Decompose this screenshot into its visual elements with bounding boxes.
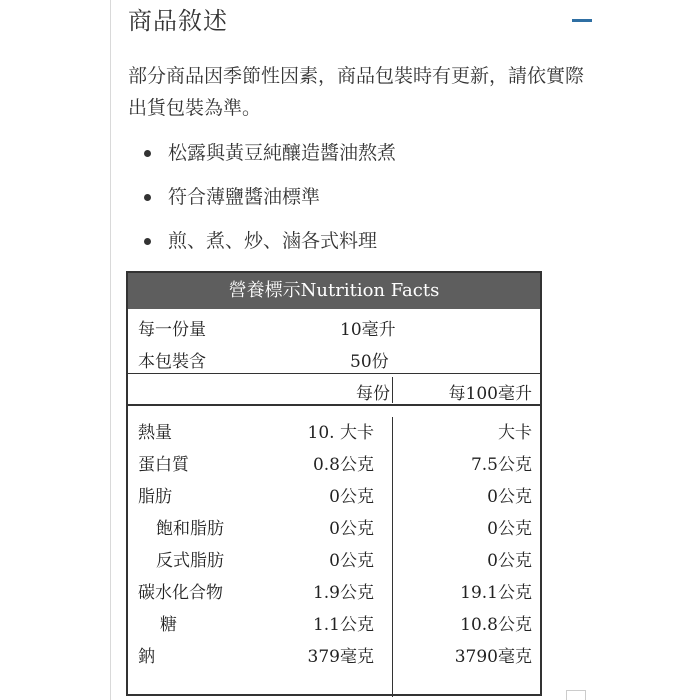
- per-serving-value: 0公克: [329, 519, 374, 539]
- table-row: [128, 572, 540, 604]
- servings-value: 50份: [350, 352, 389, 372]
- nutrient-label: 蛋白質: [138, 455, 189, 475]
- bullet-icon: [144, 150, 151, 157]
- per-serving-header: 每份: [356, 384, 390, 404]
- feature-item: [128, 134, 396, 178]
- per-100ml-value: 0公克: [487, 519, 532, 539]
- feature-item: [128, 178, 396, 222]
- nutrient-label: 飽和脂肪: [156, 519, 224, 539]
- nutrient-label: 反式脂肪: [156, 551, 224, 571]
- feature-text: 松露與黃豆純釀造醬油熬煮: [168, 142, 397, 164]
- serving-size-row: [128, 309, 540, 341]
- table-row: [128, 540, 540, 572]
- feature-text: 煎、煮、炒、滷各式料理: [168, 230, 378, 252]
- per-100ml-header: 每100毫升: [448, 384, 532, 404]
- per-serving-value: 0.8公克: [312, 455, 374, 475]
- minus-icon: [572, 19, 592, 22]
- per-serving-value: 379毫克: [307, 647, 374, 667]
- product-description: 部分商品因季節性因素，商品包裝時有更新，請依實際出貨包裝為準。: [128, 65, 585, 119]
- per-serving-value: 1.9公克: [312, 583, 374, 603]
- table-row: [128, 636, 540, 668]
- bullet-icon: [144, 238, 151, 245]
- table-row: [128, 476, 540, 508]
- column-divider: [392, 377, 393, 403]
- per-100ml-value: 7.5公克: [470, 455, 532, 475]
- collapse-toggle[interactable]: [570, 12, 594, 28]
- nutrient-label: 碳水化合物: [138, 583, 223, 603]
- feature-item: [128, 222, 396, 266]
- per-serving-value: 0公克: [329, 487, 374, 507]
- per-100ml-value: 大卡: [498, 423, 532, 443]
- nutrition-facts-header: 營養標示Nutrition Facts: [128, 273, 540, 309]
- nutrient-label: 熱量: [138, 423, 172, 443]
- column-divider: [392, 417, 393, 697]
- section-title: 商品敘述: [128, 7, 228, 35]
- per-100ml-value: 3790毫克: [454, 647, 532, 667]
- per-serving-value: 10. 大卡: [307, 423, 374, 443]
- nutrition-facts-table: [126, 271, 542, 696]
- nutrient-label: 鈉: [138, 647, 155, 667]
- per-serving-value: 1.1公克: [312, 615, 374, 635]
- scroll-corner: [566, 690, 586, 700]
- feature-text: 符合薄鹽醬油標準: [168, 186, 321, 208]
- servings-per-package-row: [128, 341, 540, 373]
- servings-label: 本包裝含: [138, 352, 206, 372]
- table-row: [128, 444, 540, 476]
- per-100ml-value: 0公克: [487, 487, 532, 507]
- per-100ml-value: 0公克: [487, 551, 532, 571]
- left-divider: [110, 0, 111, 700]
- per-100ml-value: 10.8公克: [460, 615, 532, 635]
- table-row: [128, 508, 540, 540]
- table-row: [128, 604, 540, 636]
- serving-size-label: 每一份量: [138, 320, 206, 340]
- feature-list: [128, 134, 396, 266]
- nutrient-label: 糖: [160, 615, 177, 635]
- per-serving-value: 0公克: [329, 551, 374, 571]
- nutrient-label: 脂肪: [138, 487, 172, 507]
- per-100ml-value: 19.1公克: [460, 583, 532, 603]
- serving-size-value: 10毫升: [340, 320, 396, 340]
- column-header-row: [128, 374, 540, 404]
- table-row: [128, 412, 540, 444]
- bullet-icon: [144, 194, 151, 201]
